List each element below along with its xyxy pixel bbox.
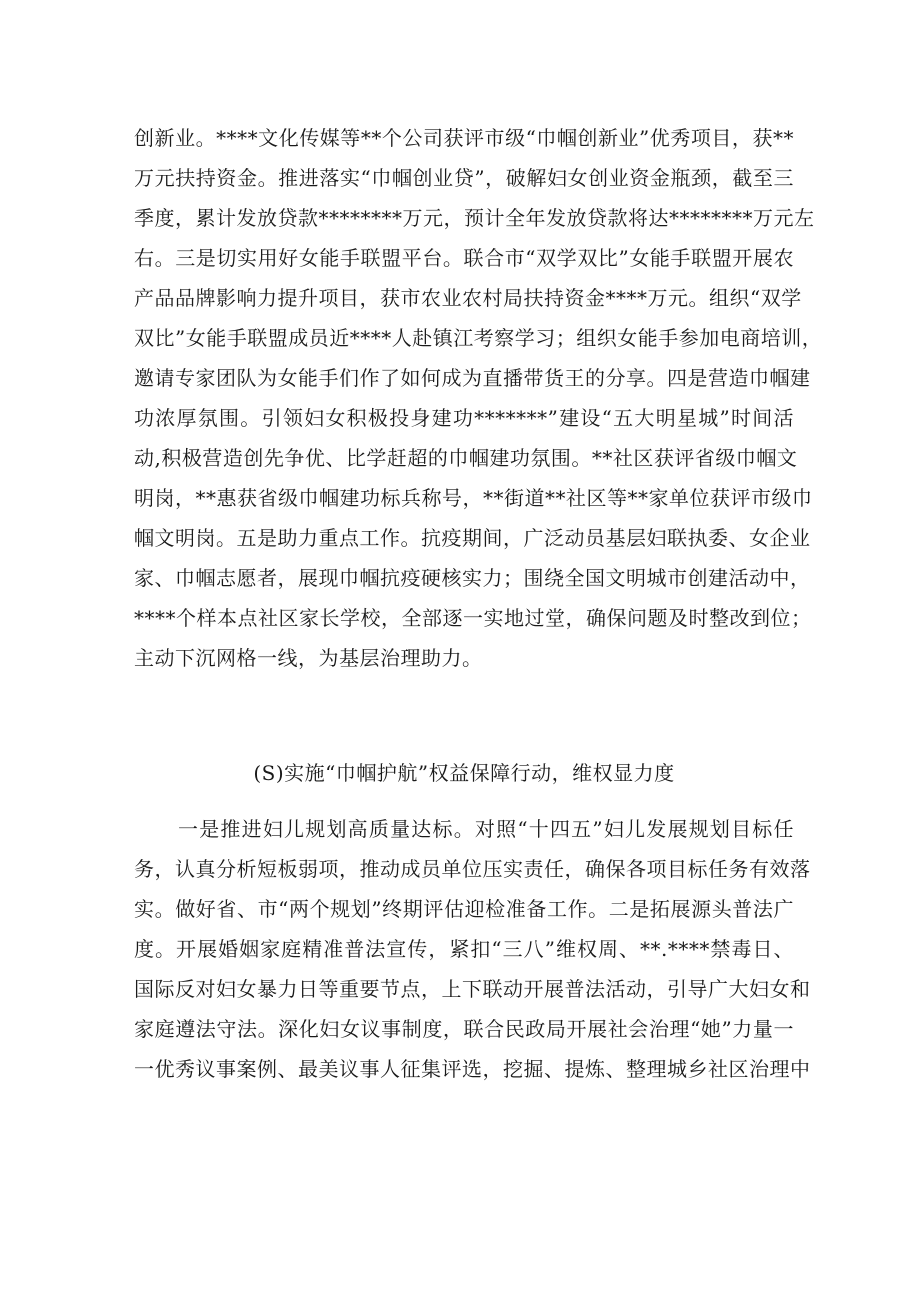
paragraph-line: 功浓厚氛围。引领妇女积极投身建功*******”建设“五大明星城”时间活	[134, 406, 794, 430]
paragraph-line: 动,积极营造创先争优、比学赶超的巾帼建功氛围。**社区获评省级巾帼文	[134, 446, 798, 470]
paragraph-line: 一是推进妇儿规划高质量达标。对照“十四五”妇儿发展规划目标任	[178, 817, 794, 841]
paragraph-line: 帼文明岗。五是助力重点工作。抗疫期间，广泛动员基层妇联执委、女企业	[134, 526, 811, 550]
paragraph-line: 季度，累计发放贷款********万元，预计全年发放贷款将达********万元左	[134, 206, 815, 230]
paragraph-line: 邀请专家团队为女能手们作了如何成为直播带货王的分享。四是营造巾帼建	[134, 366, 811, 390]
paragraph-line: 主动下沉网格一线，为基层治理助力。	[134, 646, 483, 670]
paragraph-line: 明岗，**惠获省级巾帼建功标兵称号，**街道**社区等**家单位获评市级巾	[134, 486, 813, 510]
paragraph-line: 国际反对妇女暴力日等重要节点，上下联动开展普法活动，引导广大妇女和	[134, 977, 811, 1001]
paragraph-1	[134, 118, 823, 678]
paragraph-line: 实。做好省、市“两个规划”终期评估迎检准备工作。二是拓展源头普法广	[134, 897, 794, 921]
paragraph-line: 家庭遵法守法。深化妇女议事制度，联合民政局开展社会治理“她”力量一	[134, 1017, 794, 1041]
section-heading: (S)实施“巾帼护航”权益保障行动，维权显力度	[253, 761, 675, 785]
paragraph-line: ****个样本点社区家长学校，全部逐一实地过堂，确保问题及时整改到位；	[134, 606, 812, 630]
paragraph-line: 家、巾帼志愿者，展现巾帼抗疫硬核实力；围绕全国文明城市创建活动中，	[134, 566, 811, 590]
paragraph-line: 产品品牌影响力提升项目，获市农业农村局扶持资金****万元。组织“双学	[134, 286, 802, 310]
paragraph-line: 右。三是切实用好女能手联盟平台。联合市“双学双比”女能手联盟开展农	[134, 246, 794, 270]
paragraph-line: 度。开展婚姻家庭精准普法宣传，紧扣“三八”维权周、**.****禁毒日、	[134, 937, 794, 961]
paragraph-line: 务，认真分析短板弱项，推动成员单位压实责任，确保各项目标任务有效落	[134, 857, 811, 881]
paragraph-line: 创新业。****文化传媒等**个公司获评市级“巾帼创新业”优秀项目，获**	[134, 126, 794, 150]
paragraph-2	[134, 809, 811, 1089]
paragraph-line: 万元扶持资金。推进落实“巾帼创业贷”，破解妇女创业资金瓶颈，截至三	[134, 166, 794, 190]
paragraph-line: 双比”女能手联盟成员近****人赴镇江考察学习；组织女能手参加电商培训，	[134, 326, 823, 350]
paragraph-line: 一优秀议事案例、最美议事人征集评选，挖掘、提炼、整理城乡社区治理中	[134, 1057, 811, 1081]
